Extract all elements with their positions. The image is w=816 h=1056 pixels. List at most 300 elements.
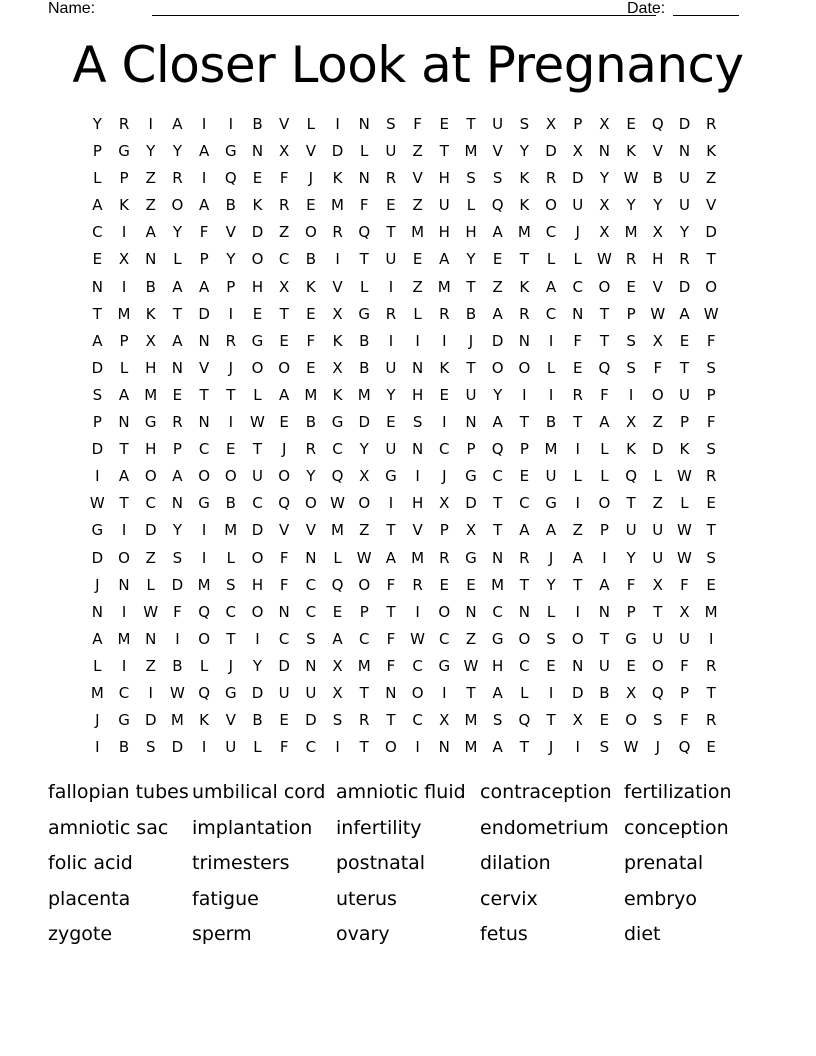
grid-letter: C xyxy=(145,494,156,513)
grid-letter: W xyxy=(410,629,426,648)
grid-letter: S xyxy=(706,440,716,459)
grid-letter: T xyxy=(226,629,236,648)
grid-letter: M xyxy=(144,385,158,404)
grid-letter: M xyxy=(411,548,425,567)
grid-letter: S xyxy=(306,629,316,648)
grid-letter: D xyxy=(198,304,210,323)
grid-letter: Q xyxy=(198,683,210,702)
word-bank-item: placenta xyxy=(48,887,131,910)
grid-letter: R xyxy=(385,169,397,188)
grid-letter: T xyxy=(493,494,503,513)
grid-letter: M xyxy=(704,602,718,621)
grid-letter: V xyxy=(305,521,316,540)
grid-letter: Z xyxy=(572,521,583,540)
grid-letter: E xyxy=(172,385,183,404)
grid-letter: Y xyxy=(679,223,690,242)
grid-letter: R xyxy=(679,250,690,269)
grid-letter: E xyxy=(332,602,343,621)
grid-letter: I xyxy=(415,602,420,621)
grid-letter: R xyxy=(705,467,717,486)
grid-letter: T xyxy=(599,331,609,350)
grid-letter: E xyxy=(519,467,530,486)
grid-letter: N xyxy=(465,602,477,621)
grid-letter: W xyxy=(330,494,345,513)
grid-letter: U xyxy=(598,656,610,675)
grid-letter: T xyxy=(119,494,129,513)
grid-letter: O xyxy=(251,250,264,269)
grid-letter: I xyxy=(95,467,100,486)
grid-letter: T xyxy=(226,385,236,404)
grid-letter: V xyxy=(492,142,503,161)
grid-letter: U xyxy=(572,196,584,215)
word-bank-item: trimesters xyxy=(192,852,290,874)
grid-letter: K xyxy=(332,331,343,350)
grid-letter: U xyxy=(492,115,504,133)
grid-letter: U xyxy=(545,467,557,486)
grid-letter: F xyxy=(386,629,396,648)
date-blank-line xyxy=(673,15,739,16)
grid-letter: B xyxy=(359,331,370,350)
word-bank-item: umbilical cord xyxy=(192,781,326,803)
grid-letter: R xyxy=(545,169,557,188)
grid-letter: X xyxy=(332,358,343,377)
grid-letter: S xyxy=(412,413,423,432)
grid-letter: I xyxy=(548,385,554,404)
grid-letter: J xyxy=(281,440,287,459)
grid-letter: M xyxy=(464,738,478,757)
grid-letter: N xyxy=(678,142,691,161)
grid-letter: H xyxy=(438,223,450,242)
grid-letter: N xyxy=(251,142,264,161)
grid-letter: K xyxy=(519,277,530,296)
grid-letter: G xyxy=(385,467,397,486)
grid-letter: X xyxy=(572,711,583,730)
grid-letter: L xyxy=(653,467,662,486)
grid-letter: O xyxy=(571,629,584,648)
grid-letter: J xyxy=(575,223,580,242)
grid-letter: B xyxy=(359,358,370,377)
grid-letter: T xyxy=(466,115,476,133)
grid-letter: F xyxy=(306,331,316,350)
grid-letter: R xyxy=(172,413,183,432)
grid-letter: D xyxy=(465,494,477,513)
grid-letter: J xyxy=(308,169,314,188)
grid-letter: X xyxy=(439,711,450,730)
grid-letter: D xyxy=(545,142,557,161)
grid-letter: C xyxy=(305,575,317,594)
grid-letter: U xyxy=(625,521,637,540)
grid-letter: F xyxy=(680,656,689,675)
grid-letter: A xyxy=(492,413,503,432)
grid-letter: I xyxy=(121,521,127,540)
grid-letter: F xyxy=(386,656,396,675)
letter-grid xyxy=(84,111,725,761)
grid-letter: V xyxy=(198,358,210,377)
grid-letter: F xyxy=(173,602,182,621)
grid-letter: I xyxy=(442,413,447,432)
word-bank-item: endometrium xyxy=(480,816,609,839)
word-bank-item: fetus xyxy=(480,923,528,945)
grid-letter: M xyxy=(331,521,344,540)
grid-letter: P xyxy=(92,413,102,432)
grid-letter: E xyxy=(626,656,636,675)
grid-letter: D xyxy=(678,277,691,296)
grid-letter: C xyxy=(412,711,423,730)
grid-letter: L xyxy=(253,738,262,757)
grid-letter: C xyxy=(92,223,103,242)
grid-letter: F xyxy=(359,196,369,215)
grid-letter: Y xyxy=(519,142,529,161)
grid-letter: G xyxy=(358,304,371,323)
grid-letter: T xyxy=(573,575,583,594)
grid-letter: E xyxy=(439,115,450,133)
grid-letter: X xyxy=(439,494,450,513)
grid-letter: F xyxy=(199,223,209,242)
grid-letter: H xyxy=(251,575,264,594)
grid-letter: A xyxy=(492,223,503,242)
grid-letter: L xyxy=(93,169,102,188)
grid-letter: I xyxy=(708,629,714,648)
grid-letter: N xyxy=(598,142,611,161)
grid-letter: N xyxy=(198,413,210,432)
grid-letter: S xyxy=(626,358,636,377)
grid-letter: R xyxy=(705,656,717,675)
grid-letter: J xyxy=(655,738,660,757)
grid-letter: U xyxy=(678,385,690,404)
word-bank-item: dilation xyxy=(480,852,551,874)
grid-letter: L xyxy=(226,548,235,567)
word-bank-item: amniotic sac xyxy=(48,816,169,839)
grid-letter: Q xyxy=(198,602,210,621)
grid-letter: J xyxy=(468,331,474,350)
grid-letter: L xyxy=(546,250,556,269)
grid-letter: E xyxy=(386,413,396,432)
grid-letter: F xyxy=(279,575,289,594)
grid-letter: X xyxy=(652,223,663,242)
grid-letter: X xyxy=(652,331,663,350)
grid-letter: I xyxy=(201,115,207,133)
grid-letter: Q xyxy=(224,169,237,188)
grid-letter: Z xyxy=(465,629,477,648)
grid-letter: L xyxy=(333,548,342,567)
grid-letter: M xyxy=(331,196,344,215)
grid-letter: T xyxy=(252,440,263,459)
grid-letter: H xyxy=(492,656,504,675)
grid-letter: O xyxy=(651,656,664,675)
grid-letter: X xyxy=(332,304,343,323)
grid-letter: I xyxy=(335,250,340,269)
grid-letter: H xyxy=(465,223,477,242)
grid-letter: Y xyxy=(466,250,476,269)
grid-letter: Y xyxy=(172,521,182,540)
grid-letter: L xyxy=(360,277,369,296)
word-bank-item: amniotic fluid xyxy=(336,781,466,803)
grid-letter: C xyxy=(278,629,290,648)
grid-letter: Y xyxy=(146,142,156,161)
grid-letter: O xyxy=(545,196,557,215)
grid-letter: D xyxy=(305,711,317,730)
grid-letter: T xyxy=(386,223,396,242)
grid-letter: W xyxy=(623,738,639,757)
grid-letter: C xyxy=(198,440,210,459)
grid-letter: B xyxy=(145,277,156,296)
grid-letter: A xyxy=(572,548,583,567)
date-label: Date: xyxy=(627,0,666,17)
grid-letter: Y xyxy=(493,385,503,404)
grid-letter: O xyxy=(171,196,184,215)
page-title: A Closer Look at Pregnancy xyxy=(72,36,744,94)
grid-letter: N xyxy=(91,602,103,621)
grid-letter: D xyxy=(251,521,264,540)
grid-letter: Y xyxy=(306,467,316,486)
grid-letter: O xyxy=(251,358,264,377)
grid-letter: A xyxy=(198,196,210,215)
grid-letter: S xyxy=(466,169,476,188)
grid-letter: F xyxy=(279,548,289,567)
grid-letter: J xyxy=(442,467,447,486)
grid-letter: K xyxy=(679,440,690,459)
grid-letter: Y xyxy=(226,250,236,269)
grid-letter: A xyxy=(545,521,557,540)
grid-letter: Y xyxy=(359,440,369,459)
word-bank-item: fertilization xyxy=(624,781,732,803)
grid-letter: E xyxy=(252,304,263,323)
grid-letter: E xyxy=(599,711,610,730)
grid-letter: L xyxy=(360,142,369,161)
grid-letter: N xyxy=(305,548,317,567)
grid-letter: L xyxy=(546,358,556,377)
grid-letter: I xyxy=(548,331,554,350)
grid-letter: G xyxy=(91,521,104,540)
grid-letter: K xyxy=(252,196,263,215)
grid-letter: Q xyxy=(491,196,504,215)
grid-letter: C xyxy=(225,602,237,621)
grid-letter: P xyxy=(359,602,369,621)
grid-letter: E xyxy=(226,440,236,459)
grid-letter: Z xyxy=(145,548,156,567)
grid-letter: O xyxy=(304,223,317,242)
grid-letter: W xyxy=(463,656,479,675)
grid-letter: L xyxy=(306,115,316,133)
grid-letter: R xyxy=(412,575,423,594)
grid-letter: Q xyxy=(651,115,664,133)
grid-letter: G xyxy=(224,683,237,702)
grid-letter: P xyxy=(92,142,102,161)
grid-letter: L xyxy=(680,494,689,513)
grid-letter: H xyxy=(411,494,424,513)
grid-letter: I xyxy=(228,304,233,323)
grid-letter: P xyxy=(626,304,636,323)
grid-letter: L xyxy=(119,358,129,377)
grid-letter: S xyxy=(546,629,556,648)
grid-letter: Y xyxy=(626,548,636,567)
grid-letter: S xyxy=(145,738,156,757)
grid-letter: W xyxy=(703,304,719,323)
grid-letter: L xyxy=(413,304,422,323)
grid-letter: U xyxy=(652,629,664,648)
grid-letter: V xyxy=(332,277,343,296)
grid-letter: I xyxy=(388,277,394,296)
grid-letter: A xyxy=(92,196,103,215)
grid-letter: K xyxy=(439,358,450,377)
grid-letter: U xyxy=(678,196,690,215)
grid-letter: A xyxy=(679,304,690,323)
grid-letter: V xyxy=(279,115,290,133)
grid-letter: T xyxy=(279,304,289,323)
grid-letter: Z xyxy=(652,494,663,513)
grid-letter: P xyxy=(706,385,716,404)
grid-letter: P xyxy=(439,521,449,540)
grid-letter: T xyxy=(199,385,209,404)
grid-letter: X xyxy=(625,413,637,432)
grid-letter: K xyxy=(519,196,530,215)
grid-letter: S xyxy=(653,711,663,730)
word-bank-item: implantation xyxy=(192,816,313,839)
grid-letter: K xyxy=(626,440,637,459)
grid-letter: E xyxy=(306,304,316,323)
grid-letter: O xyxy=(278,467,291,486)
word-bank-item: infertility xyxy=(336,816,422,839)
grid-letter: I xyxy=(148,683,153,702)
grid-letter: D xyxy=(331,142,344,161)
grid-letter: Z xyxy=(492,277,503,296)
grid-letter: S xyxy=(626,331,636,350)
grid-letter: D xyxy=(91,548,104,567)
grid-letter: U xyxy=(385,440,397,459)
grid-letter: M xyxy=(517,223,531,242)
grid-letter: Z xyxy=(412,142,423,161)
grid-letter: H xyxy=(411,385,424,404)
grid-letter: N xyxy=(598,602,611,621)
grid-letter: N xyxy=(572,656,584,675)
grid-letter: S xyxy=(92,385,103,404)
grid-letter: X xyxy=(679,602,690,621)
grid-letter: I xyxy=(415,738,420,757)
grid-letter: T xyxy=(466,358,476,377)
grid-letter: R xyxy=(519,304,530,323)
grid-letter: G xyxy=(144,413,157,432)
grid-letter: C xyxy=(305,602,317,621)
grid-letter: E xyxy=(306,358,316,377)
grid-letter: Q xyxy=(358,223,371,242)
grid-letter: D xyxy=(652,440,664,459)
grid-letter: Y xyxy=(172,142,182,161)
grid-letter: T xyxy=(493,521,503,540)
grid-letter: T xyxy=(519,575,529,594)
grid-letter: D xyxy=(171,738,184,757)
word-bank-item: fallopian tubes xyxy=(48,781,189,803)
grid-letter: Y xyxy=(172,223,182,242)
grid-letter: S xyxy=(706,548,716,567)
grid-letter: G xyxy=(198,494,210,513)
grid-letter: E xyxy=(279,711,289,730)
grid-letter: C xyxy=(252,494,263,513)
grid-letter: K xyxy=(519,169,530,188)
grid-letter: M xyxy=(170,711,184,730)
grid-letter: G xyxy=(545,494,557,513)
grid-letter: N xyxy=(171,494,184,513)
grid-letter: W xyxy=(250,413,265,432)
grid-letter: T xyxy=(519,250,529,269)
grid-letter: D xyxy=(144,521,157,540)
grid-letter: R xyxy=(172,169,183,188)
grid-letter: Y xyxy=(386,385,396,404)
grid-letter: N xyxy=(358,115,370,133)
grid-letter: R xyxy=(439,548,450,567)
grid-letter: I xyxy=(388,494,394,513)
grid-letter: D xyxy=(251,223,264,242)
grid-letter: I xyxy=(95,738,100,757)
grid-letter: R xyxy=(625,250,637,269)
grid-letter: N xyxy=(305,656,317,675)
grid-letter: X xyxy=(599,223,610,242)
grid-letter: P xyxy=(679,413,689,432)
grid-letter: C xyxy=(439,629,450,648)
grid-letter: G xyxy=(331,413,344,432)
grid-letter: V xyxy=(225,223,236,242)
grid-letter: N xyxy=(438,738,450,757)
grid-letter: O xyxy=(651,385,664,404)
grid-letter: N xyxy=(118,413,130,432)
grid-letter: W xyxy=(89,494,105,513)
grid-letter: E xyxy=(279,331,289,350)
grid-letter: N xyxy=(118,575,130,594)
grid-letter: S xyxy=(519,115,530,133)
grid-letter: U xyxy=(438,196,450,215)
grid-letter: U xyxy=(278,683,290,702)
grid-letter: N xyxy=(145,250,157,269)
grid-letter: J xyxy=(548,738,554,757)
grid-letter: S xyxy=(492,169,503,188)
grid-letter: K xyxy=(119,196,129,215)
grid-letter: B xyxy=(652,169,663,188)
grid-letter: A xyxy=(92,629,103,648)
grid-letter: R xyxy=(572,385,583,404)
grid-letter: O xyxy=(304,494,317,513)
grid-letter: F xyxy=(653,358,663,377)
grid-letter: L xyxy=(546,602,556,621)
grid-letter: W xyxy=(596,250,612,269)
grid-letter: J xyxy=(228,656,233,675)
grid-letter: V xyxy=(225,711,236,730)
grid-letter: B xyxy=(252,711,263,730)
grid-letter: X xyxy=(599,115,610,133)
grid-letter: I xyxy=(228,115,233,133)
grid-letter: P xyxy=(519,440,529,459)
grid-letter: Q xyxy=(491,440,504,459)
grid-letter: F xyxy=(680,711,689,730)
grid-letter: O xyxy=(251,602,264,621)
grid-letter: T xyxy=(172,304,182,323)
grid-letter: M xyxy=(357,385,371,404)
grid-letter: E xyxy=(439,575,450,594)
grid-letter: I xyxy=(201,548,207,567)
grid-letter: A xyxy=(118,467,130,486)
grid-letter: I xyxy=(415,467,420,486)
grid-letter: J xyxy=(228,358,233,377)
grid-letter: B xyxy=(599,683,610,702)
grid-letter: X xyxy=(332,683,343,702)
grid-letter: T xyxy=(653,602,663,621)
grid-letter: O xyxy=(278,358,291,377)
grid-letter: I xyxy=(442,683,447,702)
grid-letter: I xyxy=(121,602,127,621)
grid-letter: F xyxy=(600,385,609,404)
grid-letter: W xyxy=(623,169,639,188)
word-bank-item: sperm xyxy=(192,923,252,945)
grid-letter: C xyxy=(545,304,557,323)
grid-letter: T xyxy=(599,304,609,323)
